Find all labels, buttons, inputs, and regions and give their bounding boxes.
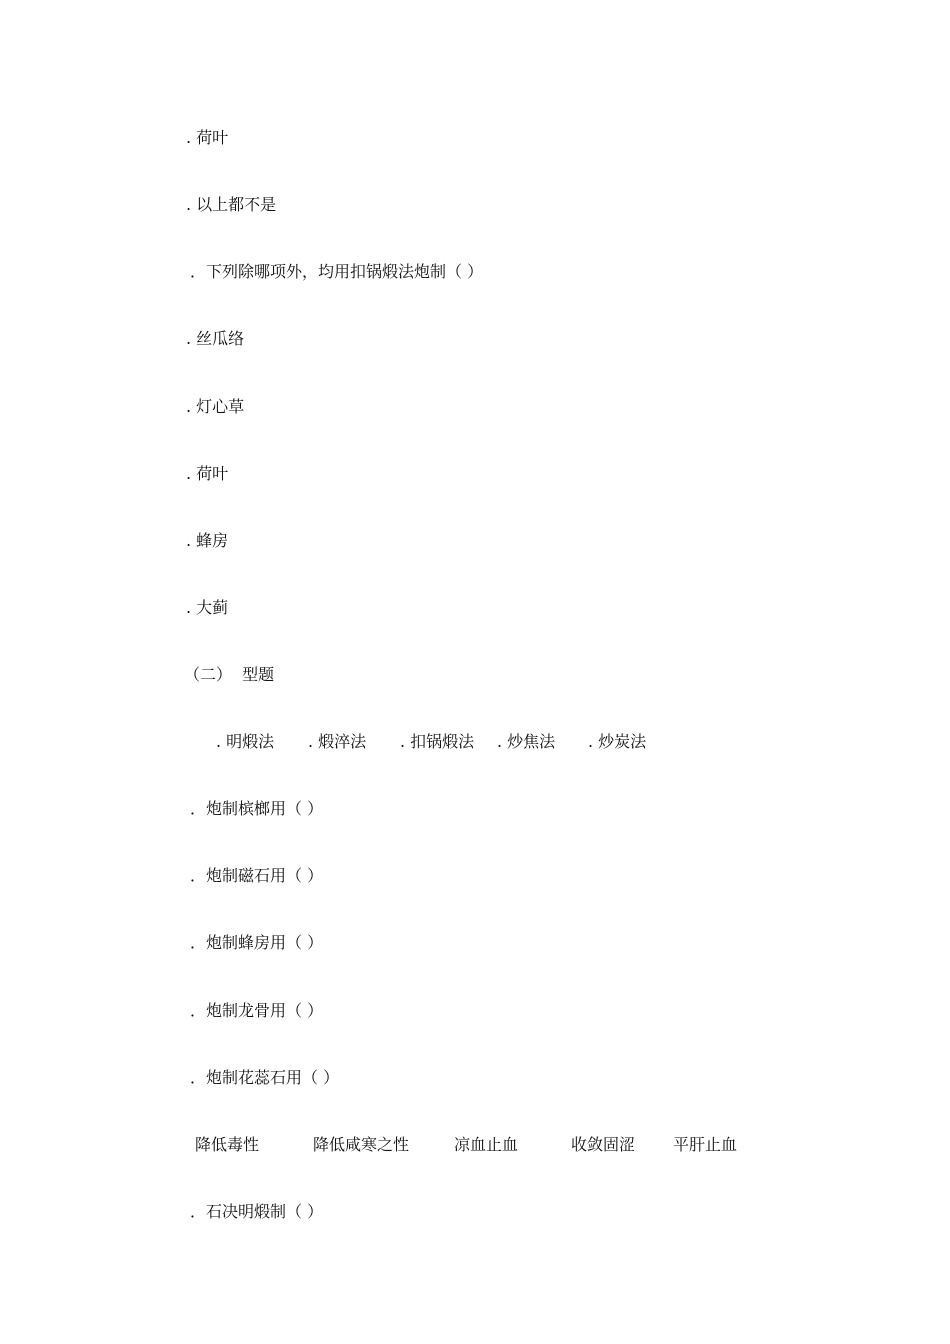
question-line: ．炮制磁石用（ ） <box>190 866 324 885</box>
method-option: . 煅淬法 <box>308 732 367 751</box>
method-option: . 炒焦法 <box>497 732 556 751</box>
question-line: ．炮制花蕊石用（ ） <box>190 1068 340 1087</box>
effect-option: 平肝止血 <box>673 1135 738 1154</box>
effect-option: 凉血止血 <box>454 1135 519 1154</box>
question-line: ．炮制槟榔用（ ） <box>190 799 324 818</box>
option-line: . 丝瓜络 <box>186 329 245 348</box>
option-line: . 蜂房 <box>186 531 229 550</box>
question-line: ．下列除哪项外，均用扣锅煅法炮制（ ） <box>190 262 484 281</box>
option-line: . 灯心草 <box>186 397 245 416</box>
question-line: ．石决明煅制（ ） <box>190 1202 324 1221</box>
option-line: . 以上都不是 <box>186 195 277 214</box>
section-heading: （二） 型题 <box>184 665 275 684</box>
effect-option: 收敛固涩 <box>571 1135 636 1154</box>
question-line: ．炮制龙骨用（ ） <box>190 1001 324 1020</box>
option-line: . 大蓟 <box>186 598 229 617</box>
question-line: ．炮制蜂房用（ ） <box>190 933 324 952</box>
option-line: . 荷叶 <box>186 128 229 147</box>
method-option: . 扣锅煅法 <box>400 732 475 751</box>
option-line: . 荷叶 <box>186 464 229 483</box>
effect-option: 降低毒性 <box>195 1135 260 1154</box>
method-option: . 炒炭法 <box>588 732 647 751</box>
effect-option: 降低咸寒之性 <box>313 1135 410 1154</box>
method-option: . 明煅法 <box>216 732 275 751</box>
